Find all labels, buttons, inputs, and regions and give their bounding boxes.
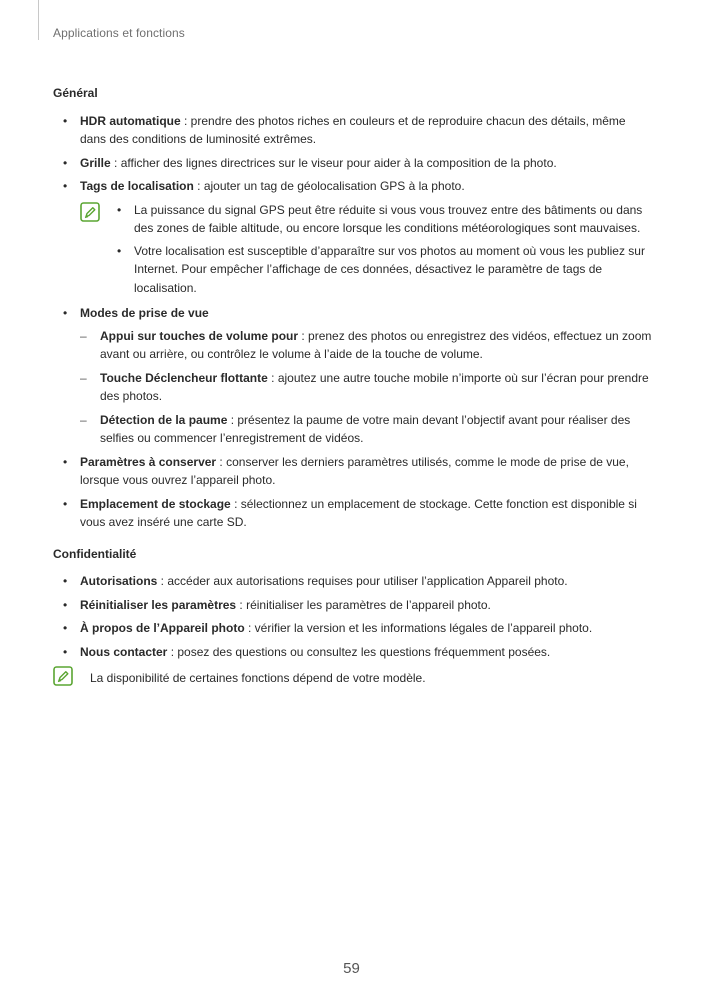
item-term: Tags de localisation	[80, 179, 194, 193]
item-text: : prendre des photos riches en couleurs et de reproduire chacun des détails, même dans des conditions de luminosité extrêmes.	[80, 113, 626, 146]
item-term: Autorisations	[80, 574, 158, 588]
sub-list	[80, 327, 653, 448]
bullet: •	[63, 574, 68, 588]
note-list	[80, 201, 653, 298]
item-text: : prenez des photos ou enregistrez des vidéos, effectuez un zoom avant ou arrière, ou contrôlez le volume à l’aide de la touche de volume.	[100, 328, 652, 361]
item-term: Emplacement de stockage	[80, 496, 231, 511]
page-number: 59	[343, 960, 360, 977]
availability-note	[53, 669, 653, 688]
note-icon	[53, 666, 73, 686]
bullet: •	[63, 179, 68, 193]
item-term: Touche Déclencheur flottante	[100, 370, 268, 385]
bullet: •	[63, 597, 68, 612]
list-item-permissions	[53, 572, 653, 591]
list-item-storage	[53, 495, 653, 532]
header-divider	[38, 0, 39, 40]
item-term: HDR automatique	[80, 113, 181, 128]
list-item-modes	[53, 304, 653, 448]
bullet: •	[63, 113, 68, 128]
note-item	[107, 201, 653, 238]
item-term: Appui sur touches de volume pour	[100, 328, 299, 343]
item-term: Paramètres à conserver	[80, 454, 217, 469]
dash: –	[80, 412, 87, 427]
item-term: Nous contacter	[80, 644, 168, 659]
list-item-reset	[53, 596, 653, 615]
bullet: •	[117, 202, 122, 217]
bullet: •	[63, 155, 68, 170]
list-item-about	[53, 619, 653, 638]
sub-item-palm	[53, 411, 653, 448]
list-item-tags	[53, 177, 653, 196]
sub-item-volume	[53, 327, 653, 364]
item-text: : afficher des lignes directrices sur le viseur pour aider à la composition de la photo.	[110, 155, 557, 170]
list-item-hdr	[53, 112, 653, 149]
note-icon	[80, 202, 100, 222]
section-title-privacy: Confidentialité	[53, 546, 137, 561]
item-term: Grille	[80, 155, 111, 170]
item-text: : vérifier la version et les informations légales de l’appareil photo.	[244, 621, 593, 635]
sub-item-floating-shutter	[53, 369, 653, 406]
note-text: La puissance du signal GPS peut être réduite si vous vous trouvez entre des bâtiments ou dans des zones de faible altitude, ou encore lorsque les conditions météorologiques sont mauvaises.	[134, 202, 643, 235]
item-text: : accéder aux autorisations requises pour utiliser l’application Appareil photo.	[157, 574, 568, 588]
bullet: •	[63, 621, 68, 635]
note-item	[107, 242, 653, 298]
page-content	[53, 84, 653, 688]
bullet: •	[117, 243, 122, 258]
bullet: •	[63, 454, 68, 469]
note-text: Votre localisation est susceptible d’apparaître sur vos photos au moment où vous les publiez sur Internet. Pour empêcher l’affichage de ces données, désactivez le paramètre de tags de localisation.	[134, 243, 645, 295]
item-term: Réinitialiser les paramètres	[80, 597, 237, 612]
item-text: : posez des questions ou consultez les questions fréquemment posées.	[167, 644, 551, 659]
dash: –	[80, 370, 87, 385]
list-item-contact	[53, 643, 653, 662]
item-text: : ajouter un tag de géolocalisation GPS à la photo.	[193, 179, 465, 193]
list-item-params	[53, 453, 653, 490]
list-item-grille	[53, 154, 653, 173]
item-term: À propos de l’Appareil photo	[80, 621, 245, 635]
item-text: : conserver les derniers paramètres utilisés, comme le mode de prise de vue, lorsque vous ouvrez l’appareil photo.	[80, 454, 629, 487]
page-header: Applications et fonctions	[53, 26, 185, 40]
item-term: Modes de prise de vue	[80, 306, 209, 320]
item-text: : présentez la paume de votre main devant l’objectif avant pour réaliser des selfies ou commencer l’enregistrement de vidéos.	[100, 412, 631, 445]
bullet: •	[63, 306, 68, 320]
note-text: La disponibilité de certaines fonctions dépend de votre modèle.	[90, 671, 426, 685]
note-block-tags	[53, 201, 653, 298]
bullet: •	[63, 496, 68, 511]
item-text: : sélectionnez un emplacement de stockage. Cette fonction est disponible si vous avez inséré une carte SD.	[80, 496, 637, 529]
item-text: : réinitialiser les paramètres de l’appareil photo.	[236, 597, 491, 612]
item-term: Détection de la paume	[100, 412, 228, 427]
section-title-general: Général	[53, 86, 98, 100]
bullet: •	[63, 644, 68, 659]
item-text: : ajoutez une autre touche mobile n’importe où sur l’écran pour prendre des photos.	[100, 370, 649, 403]
dash: –	[80, 328, 87, 343]
